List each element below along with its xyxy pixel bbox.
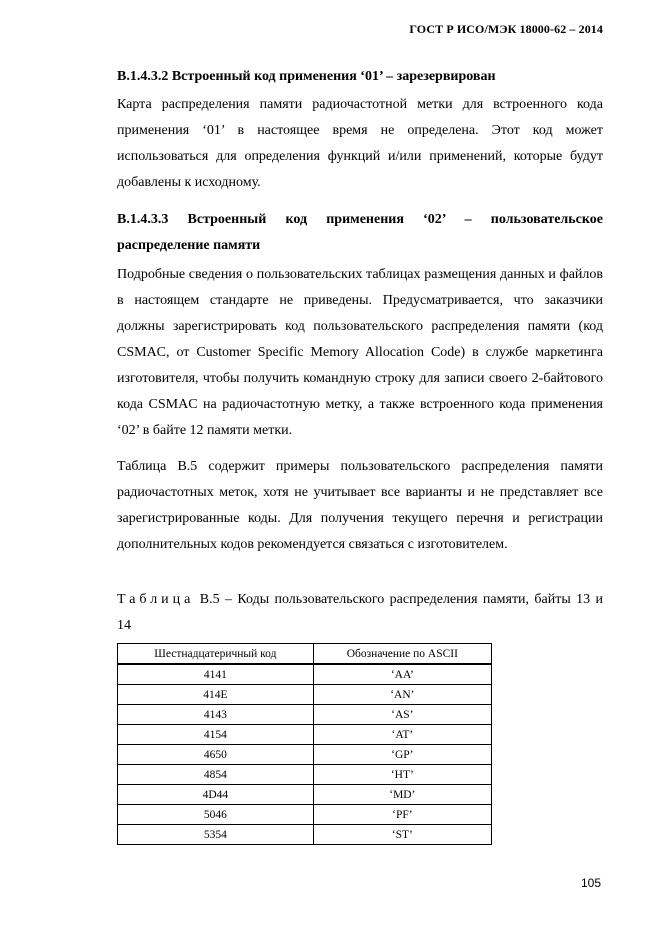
column-header-hex: Шестнадцатеричный код [118, 644, 314, 665]
table-caption [117, 587, 603, 639]
hex-code-cell: 4D44 [118, 785, 314, 805]
ascii-cell: ‘GP’ [313, 745, 491, 765]
section-heading [117, 64, 603, 90]
hex-code-cell: 414E [118, 685, 314, 705]
table-row [118, 765, 492, 785]
memory-codes-table [117, 643, 492, 845]
ascii-cell: ‘PF’ [313, 805, 491, 825]
ascii-cell: ‘AT’ [313, 725, 491, 745]
hex-code-cell: 5354 [118, 825, 314, 845]
table-row [118, 785, 492, 805]
paragraph: Карта распределения памяти радиочастотной метки для встроенного кода применения ‘01’ в настоящее время не определена. Этот код может использоваться для определения функций и/или применений, которые будут добавлены к исходному. [117, 97, 603, 190]
hex-code-cell: 4141 [118, 664, 314, 685]
ascii-cell: ‘AS’ [313, 705, 491, 725]
ascii-cell: ‘AA’ [313, 664, 491, 685]
table-row [118, 745, 492, 765]
table-caption-text: В.5 – Коды пользовательского распределения памяти, байты 13 и 14 [117, 592, 604, 633]
section-body-2 [117, 454, 603, 558]
section-body [117, 262, 603, 444]
section-b-1-4-3-2 [117, 64, 603, 90]
table-row [118, 705, 492, 725]
ascii-cell: ‘ST’ [313, 825, 491, 845]
table-row [118, 725, 492, 745]
table-caption-word: Таблица [117, 592, 195, 607]
ascii-cell: ‘AN’ [313, 685, 491, 705]
heading-number: В.1.4.3.3 [117, 212, 169, 227]
page-number: 105 [580, 876, 601, 890]
paragraph: Таблица В.5 содержит примеры пользовательского распределения памяти радиочастотных меток, хотя не учитывает все варианты и не представляет все зарегистрированные коды. Для получения текущего перечня и регистрации дополнительных кодов рекомендуется связаться с изготовителем. [117, 459, 603, 552]
running-header: ГОСТ Р ИСО/МЭК 18000-62 – 2014 [409, 22, 603, 36]
table-row [118, 685, 492, 705]
column-header-ascii: Обозначение по ASCII [313, 644, 491, 665]
heading-text: Встроенный код применения ‘01’ – зарезервирован [171, 69, 496, 84]
section-heading [117, 207, 603, 259]
ascii-cell: ‘MD’ [313, 785, 491, 805]
table-header-row [118, 644, 492, 665]
heading-text: Встроенный код применения ‘02’ – пользовательское распределение памяти [117, 212, 603, 253]
hex-code-cell: 4650 [118, 745, 314, 765]
heading-number: В.1.4.3.2 [117, 69, 169, 84]
hex-code-cell: 4154 [118, 725, 314, 745]
ascii-cell: ‘HT’ [313, 765, 491, 785]
hex-code-cell: 4143 [118, 705, 314, 725]
hex-code-cell: 4854 [118, 765, 314, 785]
table-row [118, 825, 492, 845]
table-row [118, 805, 492, 825]
section-b-1-4-3-3 [117, 207, 603, 259]
section-body [117, 92, 603, 196]
paragraph: Подробные сведения о пользовательских таблицах размещения данных и файлов в настоящем стандарте не приведены. Предусматривается, что заказчики должны зарегистрировать код пользовательского распределения памяти (код CSMAC, от Customer Specific Memory Allocation Code) в службе маркетинга изготовителя, чтобы получить командную строку для записи своего 2-байтового кода CSMAC на радиочастотную метку, а также встроенного кода применения ‘02’ в байте 12 памяти метки. [117, 267, 603, 438]
table-row [118, 664, 492, 685]
hex-code-cell: 5046 [118, 805, 314, 825]
